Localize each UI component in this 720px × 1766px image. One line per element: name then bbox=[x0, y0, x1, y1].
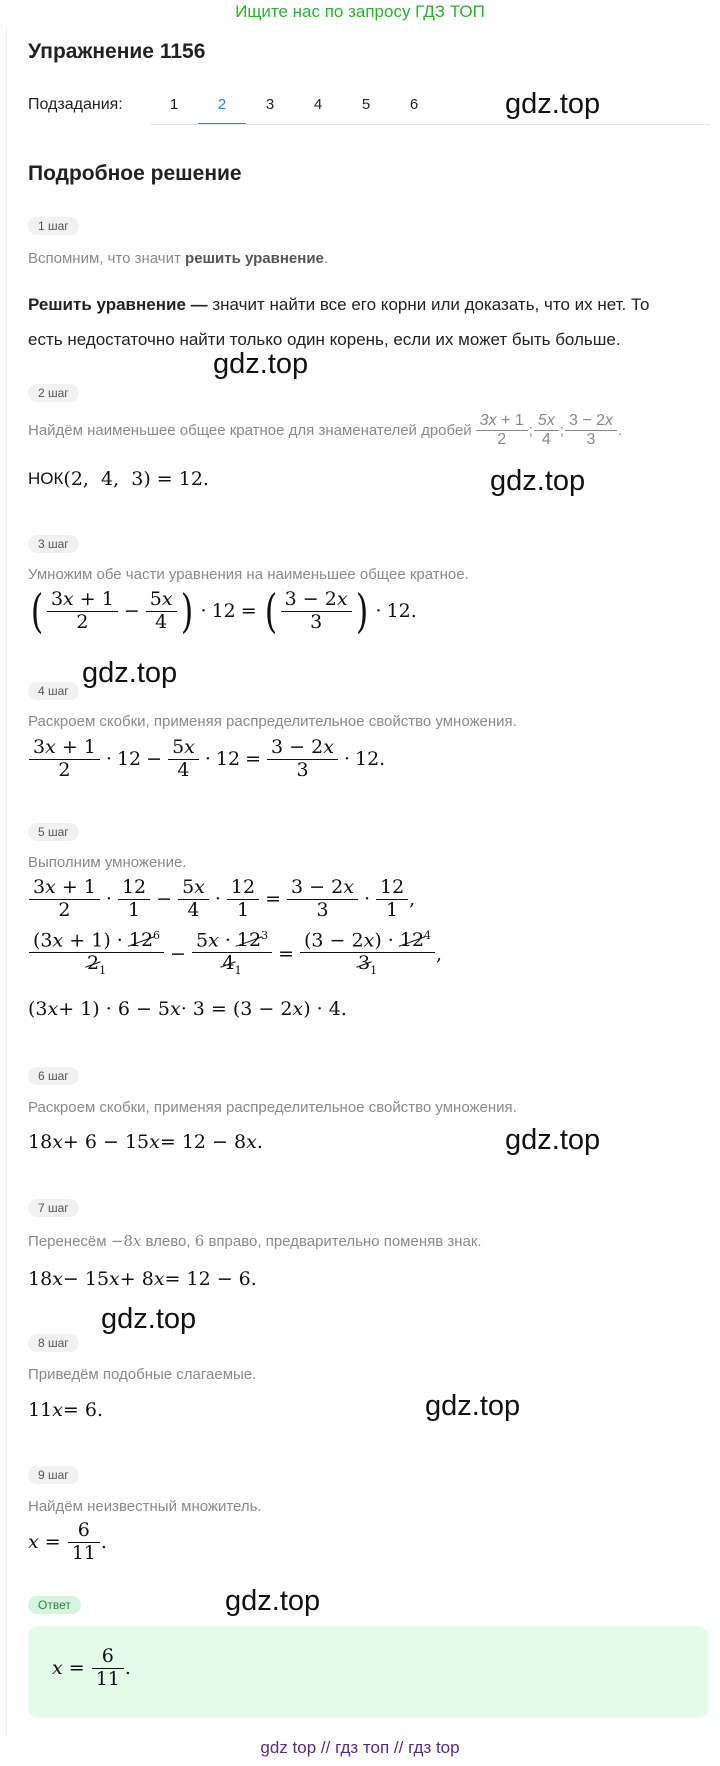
answer-equation: x = $\frac{6}{11}$ . bbox=[52, 1645, 131, 1690]
step-badge-2: 2 шаг bbox=[28, 384, 79, 402]
step-6-text: Раскроем скобки, применяя распределительное свойство умножения. bbox=[28, 1099, 517, 1116]
answer-badge: Ответ bbox=[28, 1596, 81, 1614]
equation-step-3: ( $\frac{3x + 1}{2}$ − $\frac{5x}{4}$ ) · 12 = ( $\frac{3 - 2x}{3}$ ) · 12. bbox=[30, 584, 417, 638]
footer-links[interactable]: gdz top // гдз топ // гдз top bbox=[260, 1738, 460, 1757]
subtasks-label: Подзадания: bbox=[28, 96, 123, 113]
watermark: gdz.top bbox=[213, 348, 309, 380]
step-badge-9: 9 шаг bbox=[28, 1466, 79, 1484]
tab-subtask-2[interactable]: 2 bbox=[198, 96, 246, 125]
equation-step-5b: $\frac{(3x + 1) \cdot 12^6}{2_1}$ − $\frac{5x \cdot 12^3}{4_1}$ = $\frac{(3 - 2x) \cdot 12^4}{3_1}$ , bbox=[28, 930, 442, 978]
equation-step-4: $\frac{3x + 1}{2}$ · 12 − $\frac{5x}{4}$ · 12 = $\frac{3 - 2x}{3}$ · 12. bbox=[28, 737, 385, 782]
watermark: gdz.top bbox=[225, 1585, 321, 1617]
step-4-text: Раскроем скобки, применяя распределительное свойство умножения. bbox=[28, 713, 517, 730]
step-badge-1: 1 шаг bbox=[28, 217, 79, 235]
tab-subtask-3[interactable]: 3 bbox=[265, 96, 275, 113]
step-badge-4: 4 шаг bbox=[28, 682, 79, 700]
watermark: gdz.top bbox=[505, 88, 601, 120]
tab-subtask-1[interactable]: 1 bbox=[169, 96, 179, 113]
equation-step-6: 18 x + 6 − 15 x = 12 − 8 x . bbox=[28, 1131, 263, 1153]
equation-step-5a: $\frac{3x + 1}{2}$ · $\frac{12}{1}$ − $\frac{5x}{4}$ · $\frac{12}{1}$ = $\frac{3 - 2x}{3}$ · $\frac{12}{1}$ , bbox=[28, 877, 415, 922]
top-banner: Ищите нас по запросу ГДЗ ТОП bbox=[235, 2, 485, 21]
step-badge-7: 7 шаг bbox=[28, 1199, 79, 1217]
step-7-text: Перенесём −8x влево, 6 вправо, предварительно поменяв знак. bbox=[28, 1232, 482, 1250]
step-1-text: Вспомним, что значит решить уравнение. bbox=[28, 250, 329, 267]
watermark: gdz.top bbox=[425, 1390, 521, 1422]
watermark: gdz.top bbox=[490, 465, 586, 497]
equation-step-7: 18 x − 15 x + 8 x = 12 − 6. bbox=[28, 1268, 257, 1290]
step-8-text: Приведём подобные слагаемые. bbox=[28, 1366, 257, 1383]
definition-text: Решить уравнение — значит найти все его корни или доказать, что их нет. То есть недостаточно найти только один корень, если их может быть больше. bbox=[28, 295, 650, 349]
step-5-text: Выполним умножение. bbox=[28, 854, 187, 871]
tab-subtask-4[interactable]: 4 bbox=[313, 96, 323, 113]
equation-step-8: 11 x = 6. bbox=[28, 1399, 103, 1421]
equation-step-5c: (3 x + 1) · 6 − 5 x · 3 = (3 − 2 x ) · 4. bbox=[28, 998, 347, 1020]
answer-box bbox=[28, 1626, 708, 1718]
watermark: gdz.top bbox=[82, 657, 178, 689]
step-2-text: Найдём наименьшее общее кратное для знаменателей дробей $\frac{3x + 1}{2}$ ; $\frac{5x}{4}$ ; $\frac{3 - 2x}{3}$ . bbox=[28, 412, 623, 449]
step-badge-5: 5 шаг bbox=[28, 823, 79, 841]
tab-subtask-6[interactable]: 6 bbox=[409, 96, 419, 113]
tabs-divider bbox=[150, 124, 710, 125]
section-title: Подробное решение bbox=[28, 162, 242, 185]
subtask-tabs bbox=[150, 96, 438, 125]
watermark: gdz.top bbox=[101, 1303, 197, 1335]
equation-step-9: x = $\frac{6}{11}$ . bbox=[28, 1519, 107, 1564]
step-9-text: Найдём неизвестный множитель. bbox=[28, 1498, 262, 1515]
tab-subtask-5[interactable]: 5 bbox=[361, 96, 371, 113]
step-badge-3: 3 шаг bbox=[28, 535, 79, 553]
step-3-text: Умножим обе части уравнения на наименьшее общее кратное. bbox=[28, 566, 469, 583]
watermark: gdz.top bbox=[505, 1124, 601, 1156]
lcm-equation: НОК (2, 4, 3) = 12. bbox=[28, 468, 209, 490]
step-badge-8: 8 шаг bbox=[28, 1334, 79, 1352]
step-badge-6: 6 шаг bbox=[28, 1067, 79, 1085]
page-title: Упражнение 1156 bbox=[28, 40, 206, 63]
